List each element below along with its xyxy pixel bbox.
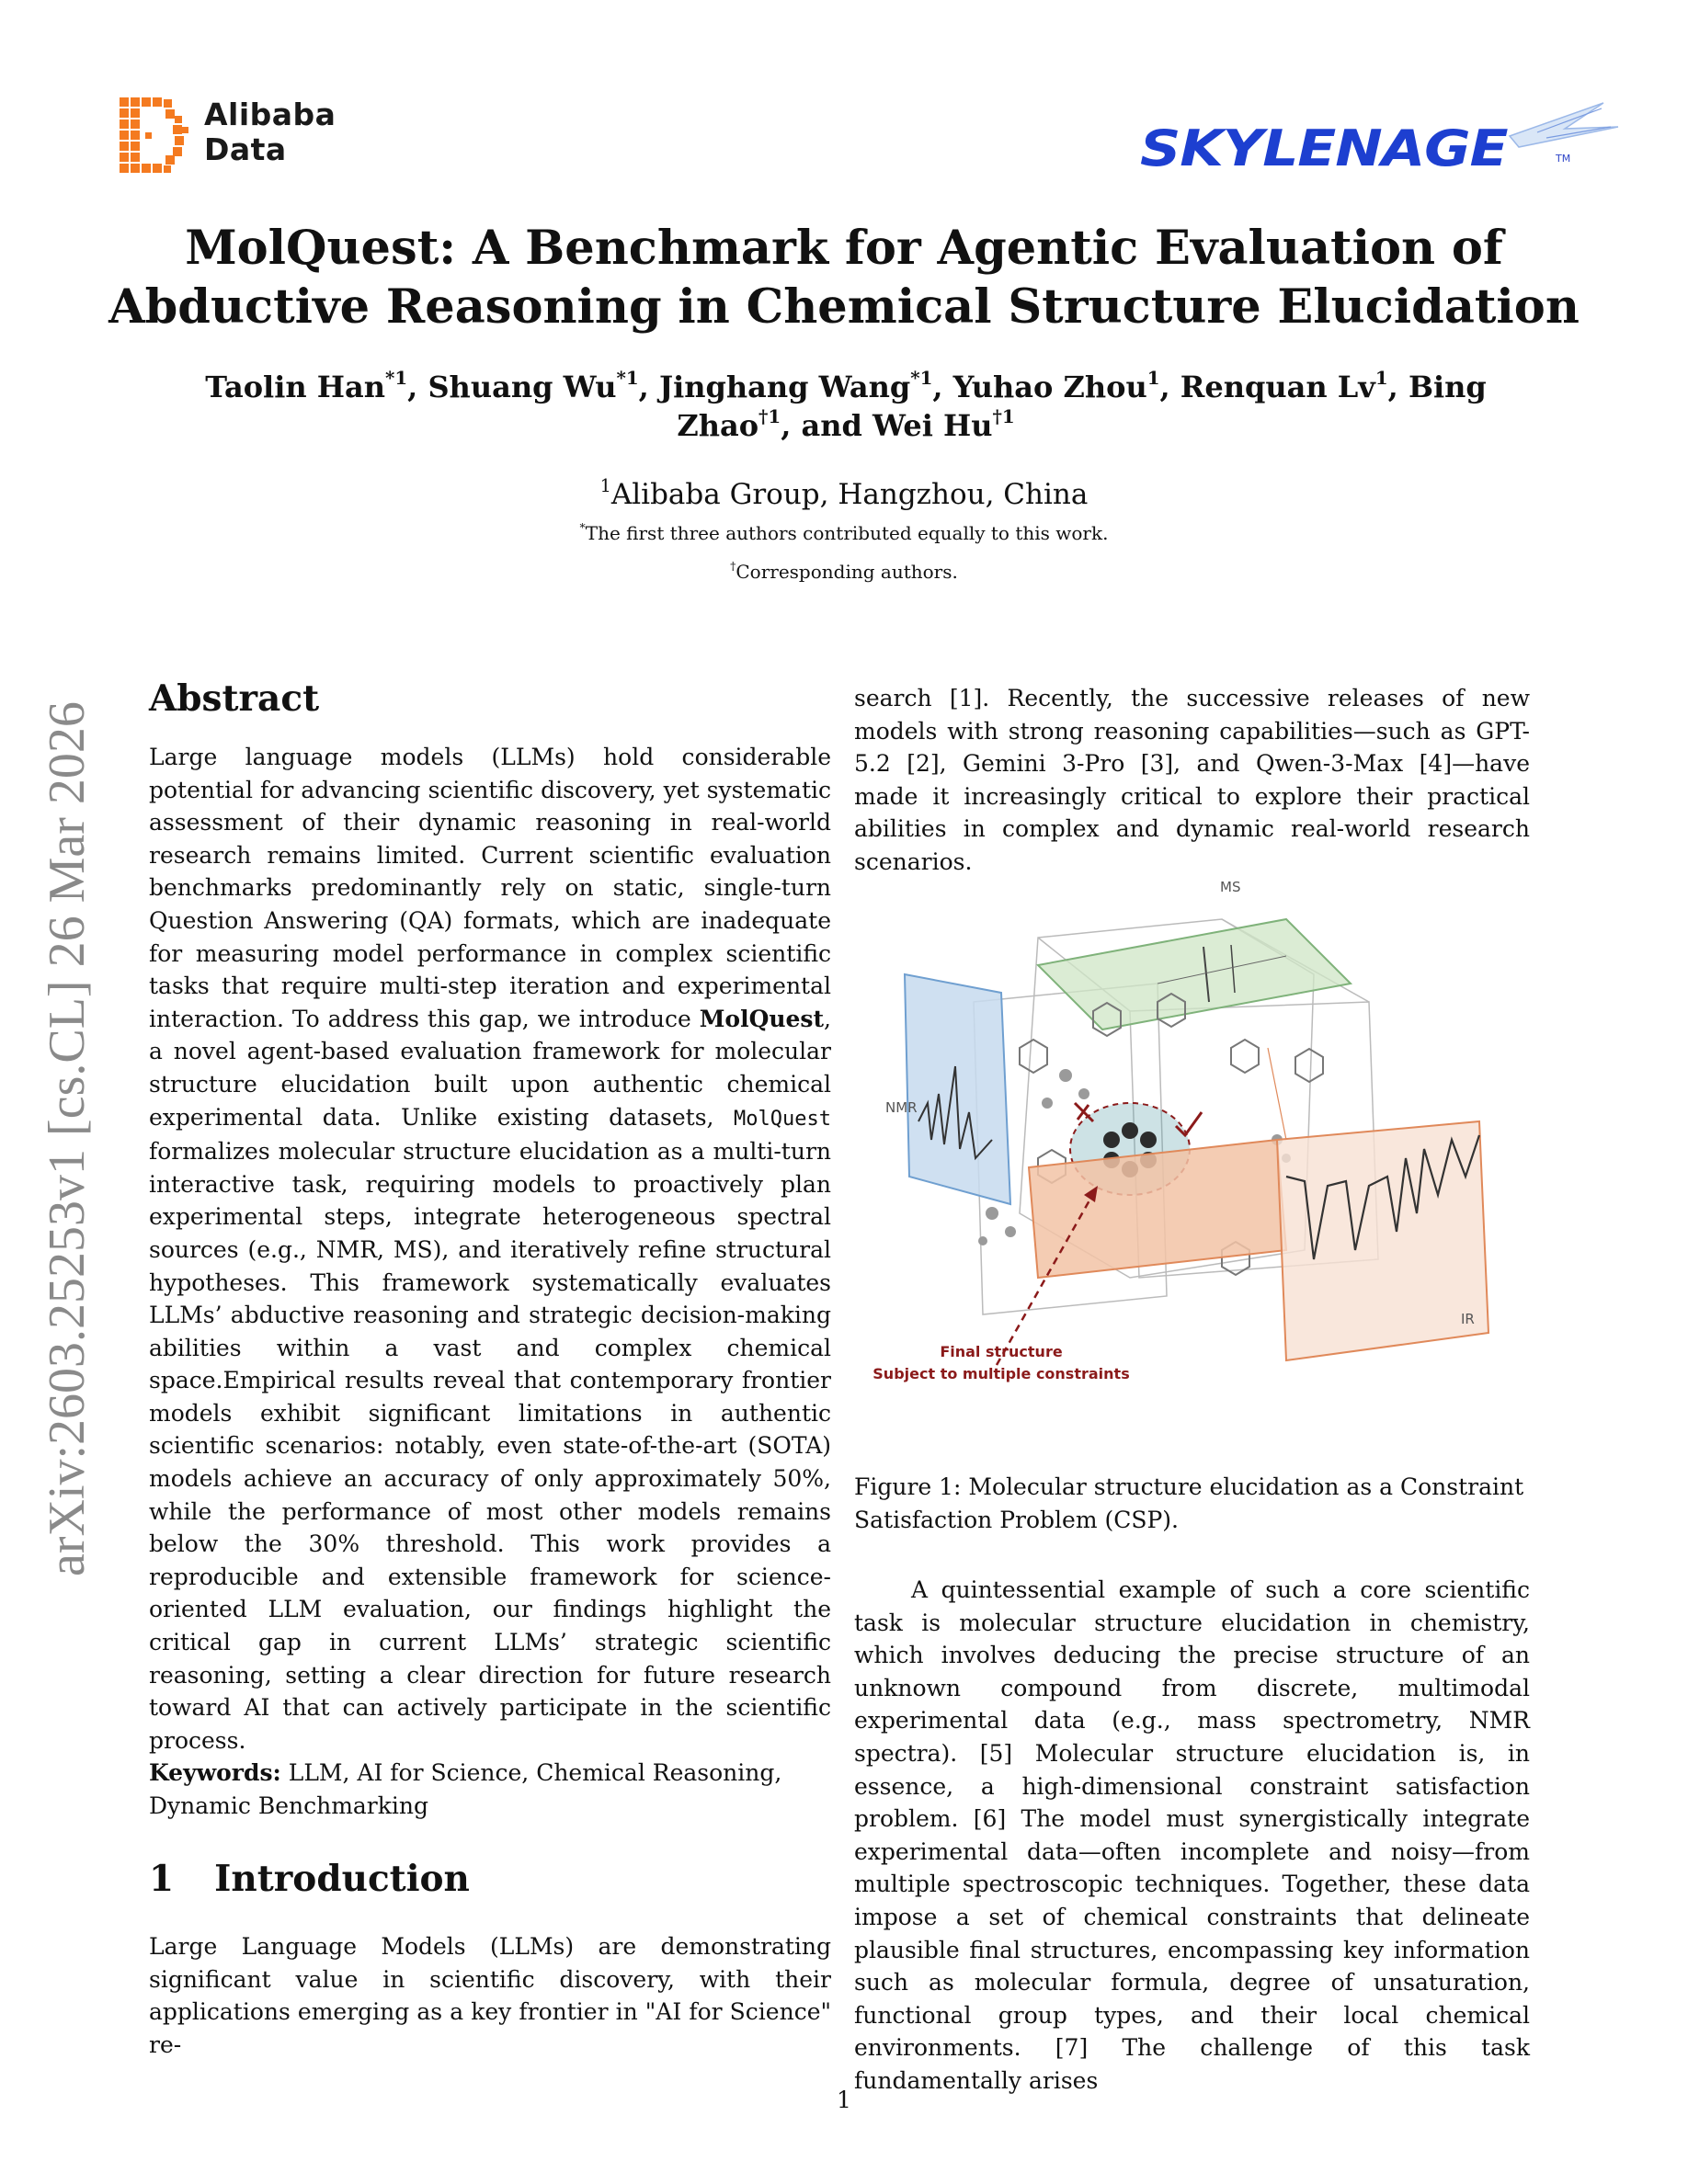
nmr-panel [905, 974, 1010, 1204]
author-affiliation-marker: 1 [1374, 367, 1388, 390]
paper-title [92, 219, 1596, 336]
author-affiliation-marker: *1 [910, 367, 933, 390]
skylenage-wordmark: SKYLENAGE [1140, 119, 1508, 177]
corresponding-author-marker: † [730, 559, 736, 574]
paper-title-line2: Abductive Reasoning in Chemical Structure Elucidation [108, 279, 1580, 335]
alibaba-data-logo-icon [118, 96, 191, 178]
abstract-bold-name: MolQuest [699, 1005, 825, 1032]
author [205, 367, 428, 404]
right-column-continuation: search [1]. Recently, the successive releases of new models with strong reasoning capabilities—such as GPT-5.2 [2], Gemini 3-Pro [3], and Qwen-3-Max [4]—have made it increasingly critical to explore their practical abilities in complex and dynamic real-world research scenarios. [854, 685, 1530, 875]
abstract-text-part3: formalizes molecular structure elucidation as a multi-turn interactive task, requiring models to proactively plan experimental steps, integrate heterogeneous spectral sources (e.g., NMR, MS), and iteratively refine structural hypotheses. This framework systematically evaluates LLMs’ abductive reasoning and strategic decision-making abilities within a vast and complex chemical space.Empirical results reveal that contemporary frontier models exhibit significant limitations in authentic scientific scenarios: notably, even state-of-the-art (SOTA) models achieve an accuracy of only approximately 50%, while the performance of most other models remains below the 30% threshold. This work provides a reproducible and extensible framework for science-oriented LLM evaluation, our findings highlight the critical gap in current LLMs’ strategic scientific reasoning, setting a clear direction for future research toward AI that can actively participate in the scientific process. [149, 1138, 831, 1754]
author-affiliation-marker: †1 [758, 405, 781, 428]
skylenage-logo [1140, 96, 1618, 177]
ms-panel [1038, 919, 1351, 1029]
section-title: Introduction [214, 1858, 470, 1900]
abstract-heading: Abstract [149, 677, 320, 720]
right-column-paragraph [854, 1574, 1530, 2098]
author-affiliation-marker: *1 [384, 367, 408, 390]
skylenage-trademark: TM [1556, 153, 1571, 165]
page-number: 1 [837, 2087, 851, 2113]
author-name: Wei Hu [873, 408, 993, 443]
section-number: 1 [149, 1858, 175, 1900]
arxiv-identifier-stamp: arXiv:2603.25253v1 [cs.CL] 26 Mar 2026 [39, 701, 96, 1576]
alibaba-wordmark-line2: Data [204, 131, 287, 167]
author-affiliation-marker: 1 [1146, 367, 1160, 390]
author-separator: , and [781, 408, 873, 443]
figure-1-illustration [854, 864, 1530, 1416]
equal-contribution-marker: * [579, 520, 586, 535]
equal-contribution-note [276, 520, 1412, 546]
affiliation-marker: 1 [599, 474, 611, 496]
affiliation [276, 476, 1412, 513]
author-separator: , [407, 370, 428, 404]
author-separator: , [638, 370, 659, 404]
author-name: Shuang Wu [428, 370, 617, 404]
figure-label-ir: IR [1461, 1311, 1475, 1327]
figure-label-nmr: NMR [885, 1099, 918, 1116]
author-name: Taolin Han [205, 370, 385, 404]
right-column-paragraph-text: A quintessential example of such a core scientific task is molecular structure elucidation in chemistry, which involves deducing the precise structure of an unknown compound from discrete, multimodal experimental data (e.g., mass spectrometry, NMR spectra). [5] Molecular structure elucidation is, in essence, a high-dimensional constraint satisfaction problem. [6] The model must synergistically integrate experimental data—often incomplete and noisy—from multiple spectroscopic techniques. Together, these data impose a set of chemical constraints that delineate plausible final structures, encompassing key information such as molecular formula, degree of unsaturation, functional group types, and their local chemical environments. [7] The challenge of this task fundamentally arises [854, 1576, 1530, 2094]
author-name: Renquan Lv [1180, 370, 1375, 404]
introduction-heading [149, 1857, 470, 1901]
keywords [149, 1757, 831, 1822]
author-separator: , [932, 370, 953, 404]
equal-contribution-text: The first three authors contributed equally to this work. [585, 522, 1109, 544]
keywords-label: Keywords: [149, 1759, 281, 1787]
author [658, 367, 953, 404]
corresponding-author-note [276, 559, 1412, 585]
alibaba-data-wordmark [204, 97, 336, 167]
author-list [175, 368, 1517, 445]
alibaba-data-logo [118, 96, 357, 178]
figure-label-constraints: Subject to multiple constraints [873, 1365, 1130, 1382]
author-separator: , [1159, 370, 1180, 404]
corresponding-author-text: Corresponding authors. [736, 561, 958, 583]
figure-label-final-structure: Final structure [940, 1343, 1063, 1360]
abstract-text-part2: , a novel agent-based evaluation framework for molecular structure elucidation built upon authentic chemical experimental data. Unlike existing datasets, [149, 1005, 831, 1131]
author-name: Bing Zhao [677, 370, 1487, 443]
affiliation-text: Alibaba Group, Hangzhou, China [610, 478, 1089, 511]
abstract-text-part1: Large language models (LLMs) hold considerable potential for advancing scientific discovery, yet systematic assessment of their dynamic reasoning in real-world research remains limited. Current scientific evaluation benchmarks predominantly rely on static, single-turn Question Answering (QA) formats, which are inadequate for measuring model performance in complex scientific tasks that require multi-step iteration and experimental interaction. To address this gap, we introduce [149, 744, 831, 1032]
abstract-mono-name: MolQuest [734, 1107, 831, 1131]
figure-1-caption: Figure 1: Molecular structure elucidation as a Constraint Satisfaction Problem (CSP). [854, 1473, 1524, 1533]
author-name: Yuhao Zhou [952, 370, 1147, 404]
alibaba-wordmark-line1: Alibaba [204, 97, 336, 132]
author-affiliation-marker: †1 [992, 405, 1015, 428]
abstract-text [149, 741, 831, 1757]
abstract-body [149, 741, 831, 1823]
introduction-text: Large Language Models (LLMs) are demonstrating significant value in scientific discovery, with their applications emerging as a key frontier in "AI for Science" re- [149, 1933, 831, 2058]
author-affiliation-marker: *1 [616, 367, 639, 390]
author [873, 405, 1015, 443]
keywords-list: LLM, AI for Science, Chemical Reasoning, Dynamic Benchmarking [149, 1759, 782, 1819]
author [428, 367, 659, 404]
figure-1 [854, 864, 1530, 1416]
author-separator: , [1387, 370, 1409, 404]
paper-title-line1: MolQuest: A Benchmark for Agentic Evaluation of [185, 221, 1503, 276]
author [1180, 367, 1409, 404]
figure-label-ms: MS [1220, 879, 1241, 895]
author-name: Jinghang Wang [658, 370, 911, 404]
ir-panel [1029, 1048, 1488, 1360]
author [952, 367, 1180, 404]
